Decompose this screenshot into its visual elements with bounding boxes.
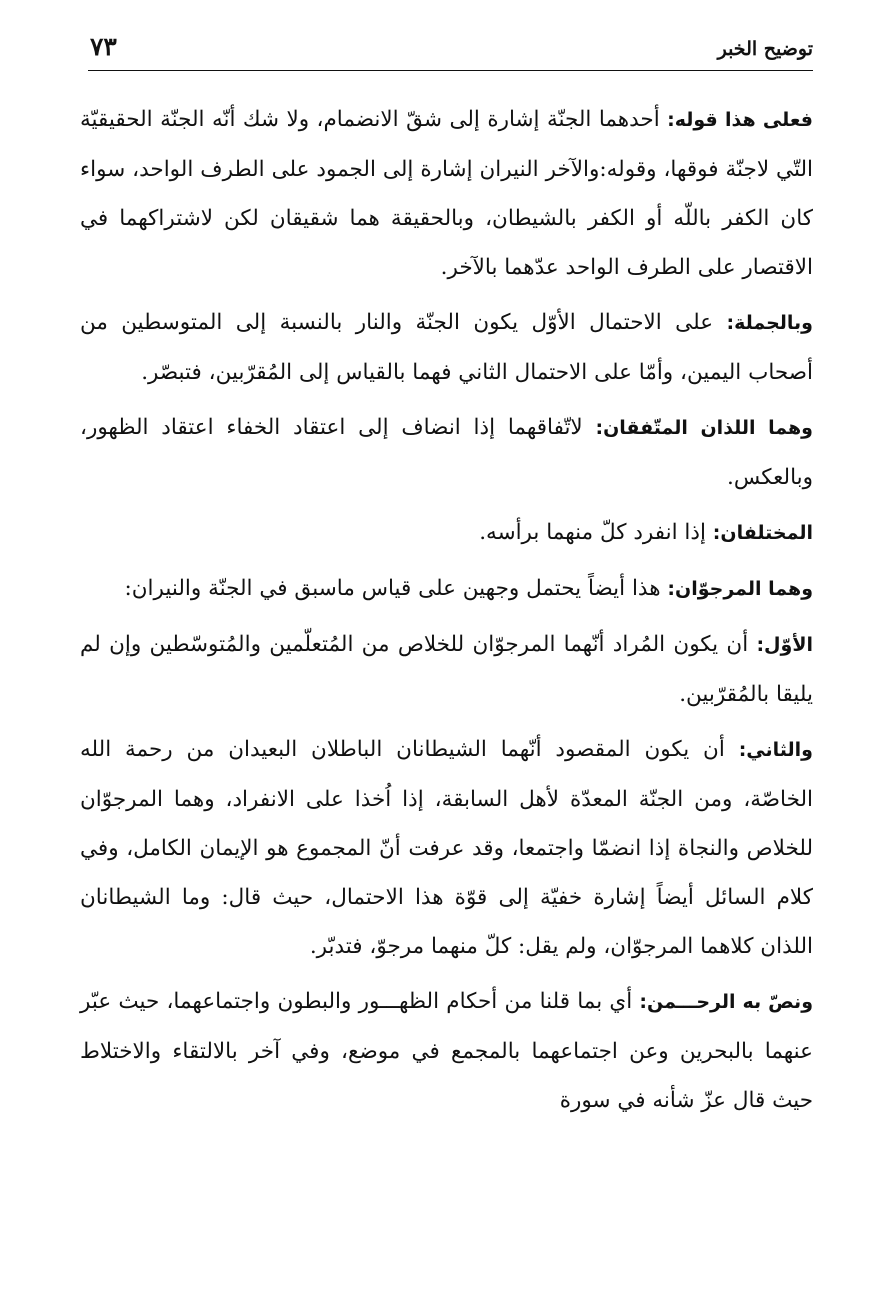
page-header [88,28,813,71]
paragraph-text: هذا أيضاً يحتمل وجهين على قياس ماسبق في الجنّة والنيران: [124,576,668,601]
paragraph-lead: والثاني: [738,739,813,761]
paragraph-text: أي بما قلنا من أحكام الظهـــور والبطون واجتماعهما، حيث عبّر عنهما بالبحرين وعن اجتماعهما بالمجمع في موضع، وفي آخر بالالتقاء والاختلاط حيث قال عزّ شأنه في سورة [80,989,813,1113]
paragraph-7 [80,725,813,971]
paragraph-8 [80,977,813,1125]
paragraph-text: إذا انفرد كلّ منهما برأسه. [479,520,713,545]
paragraph-5 [80,564,813,614]
paragraph-text: لاتّفاقهما إذا انضاف إلى اعتقاد الخفاء اعتقاد الظهور، وبالعكس. [80,415,813,490]
paragraph-lead: وهما المرجوّان: [667,578,813,600]
paragraph-lead: فعلى هذا قوله: [667,109,813,131]
paragraph-lead: المختلفان: [712,522,813,544]
body-text [80,95,813,1131]
paragraph-text: على الاحتمال الأوّل يكون الجنّة والنار بالنسبة إلى المتوسطين من أصحاب اليمين، وأمّا على الاحتمال الثاني فهما بالقياس إلى المُقرّبين، فتبصّر. [80,310,813,385]
paragraph-text: أن يكون المقصود أنّهما الشيطانان الباطلان البعيدان من رحمة الله الخاصّة، ومن الجنّة المعدّة لأهل السابقة، إذا اُخذا على الانفراد، وهما المرجوّان للخلاص والنجاة إذا انضمّا واجتمعا، وقد عرفت أنّ المجموع هو الإيمان الكامل، وفي كلام السائل أيضاً إشارة خفيّة إلى قوّة هذا الاحتمال، حيث قال: وما الشيطانان اللذان كلاهما المرجوّان، ولم يقل: كلّ منهما مرجوّ، فتدبّر. [80,737,813,959]
paragraph-lead: وبالجملة: [726,312,813,334]
paragraph-6 [80,620,813,719]
paragraph-4 [80,508,813,558]
paragraph-text: أن يكون المُراد أنّهما المرجوّان للخلاص من المُتعلّمين والمُتوسّطين وإن لم يلیقا بالمُقرّبين. [80,632,813,707]
page-number: ٧٣ [90,32,117,61]
paragraph-3 [80,403,813,502]
paragraph-lead: وهما اللذان المتّفقان: [595,417,813,439]
paragraph-lead: الأوّل: [756,634,813,656]
paragraph-text: أحدهما الجنّة إشارة إلى شقّ الانضمام، ولا شك أنّه الجنّة الحقيقيّة التّي لاجنّة فوقها، وقوله:والآخر النيران إشارة إلى الجمود على الطرف الواحد، سواء كان الكفر باللّه أو الكفر بالشيطان، وبالحقيقة هما شقيقان لكن لاشتراكهما في الاقتصار على الطرف الواحد عدّهما بالآخر. [80,107,813,280]
paragraph-1 [80,95,813,292]
running-title: توضيح الخبر [717,38,813,60]
paragraph-lead: ونصّ به الرحـــمن: [639,991,814,1013]
paragraph-2 [80,298,813,397]
